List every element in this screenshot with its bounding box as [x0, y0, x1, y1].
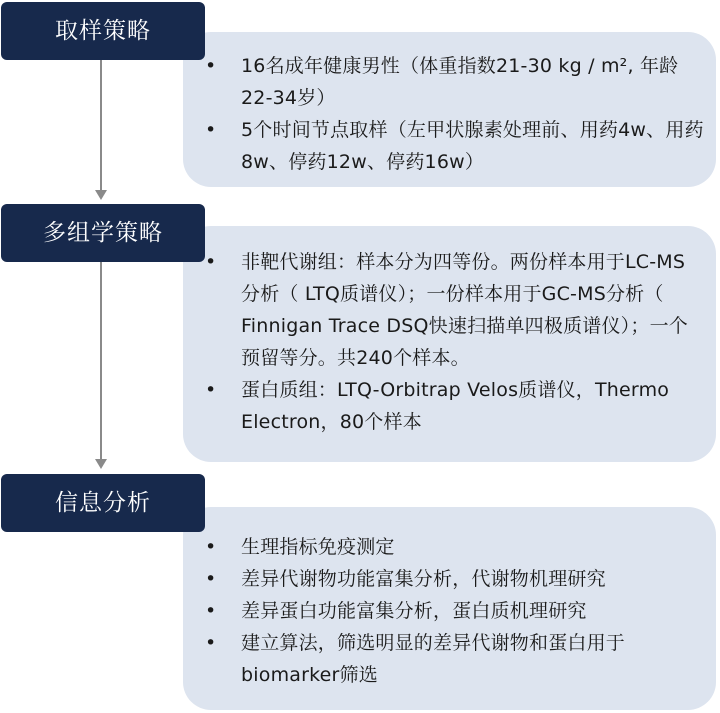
- connector-line-1: [100, 58, 102, 192]
- bullet-list: [183, 246, 716, 438]
- stage-panel-sampling: [183, 32, 716, 187]
- arrow-down-icon: [95, 459, 107, 469]
- list-item: • 建立算法，筛选明显的差异代谢物和蛋白用于biomarker筛选: [183, 627, 716, 691]
- list-item: • 非靶代谢组：样本分为四等份。两份样本用于LC-MS分析（ LTQ质谱仪）；一份样本用于GC-MS分析（ Finnigan Trace DSQ快速扫描单四极质谱仪）；一个预留等分。共240个样本。: [183, 246, 716, 374]
- list-item: • 差异蛋白功能富集分析，蛋白质机理研究: [183, 595, 716, 627]
- stage-panel-omics: [183, 226, 716, 462]
- list-item: • 16名成年健康男性（体重指数21-30 kg / m², 年龄22-34岁）: [183, 50, 716, 114]
- list-item: • 5个时间节点取样（左甲状腺素处理前、用药4w、用药8w、停药12w、停药16w）: [183, 114, 716, 178]
- list-item: • 生理指标免疫测定: [183, 531, 716, 563]
- arrow-down-icon: [95, 190, 107, 200]
- stage-header-analysis: 信息分析: [1, 474, 205, 532]
- bullet-list: [183, 50, 716, 178]
- stage-header-omics: 多组学策略: [1, 204, 205, 262]
- list-item: • 差异代谢物功能富集分析，代谢物机理研究: [183, 563, 716, 595]
- stage-header-sampling: 取样策略: [1, 2, 205, 60]
- stage-panel-analysis: [183, 507, 716, 710]
- bullet-list: [183, 531, 716, 691]
- connector-line-2: [100, 262, 102, 460]
- list-item: • 蛋白质组：LTQ-Orbitrap Velos质谱仪，Thermo Electron，80个样本: [183, 374, 716, 438]
